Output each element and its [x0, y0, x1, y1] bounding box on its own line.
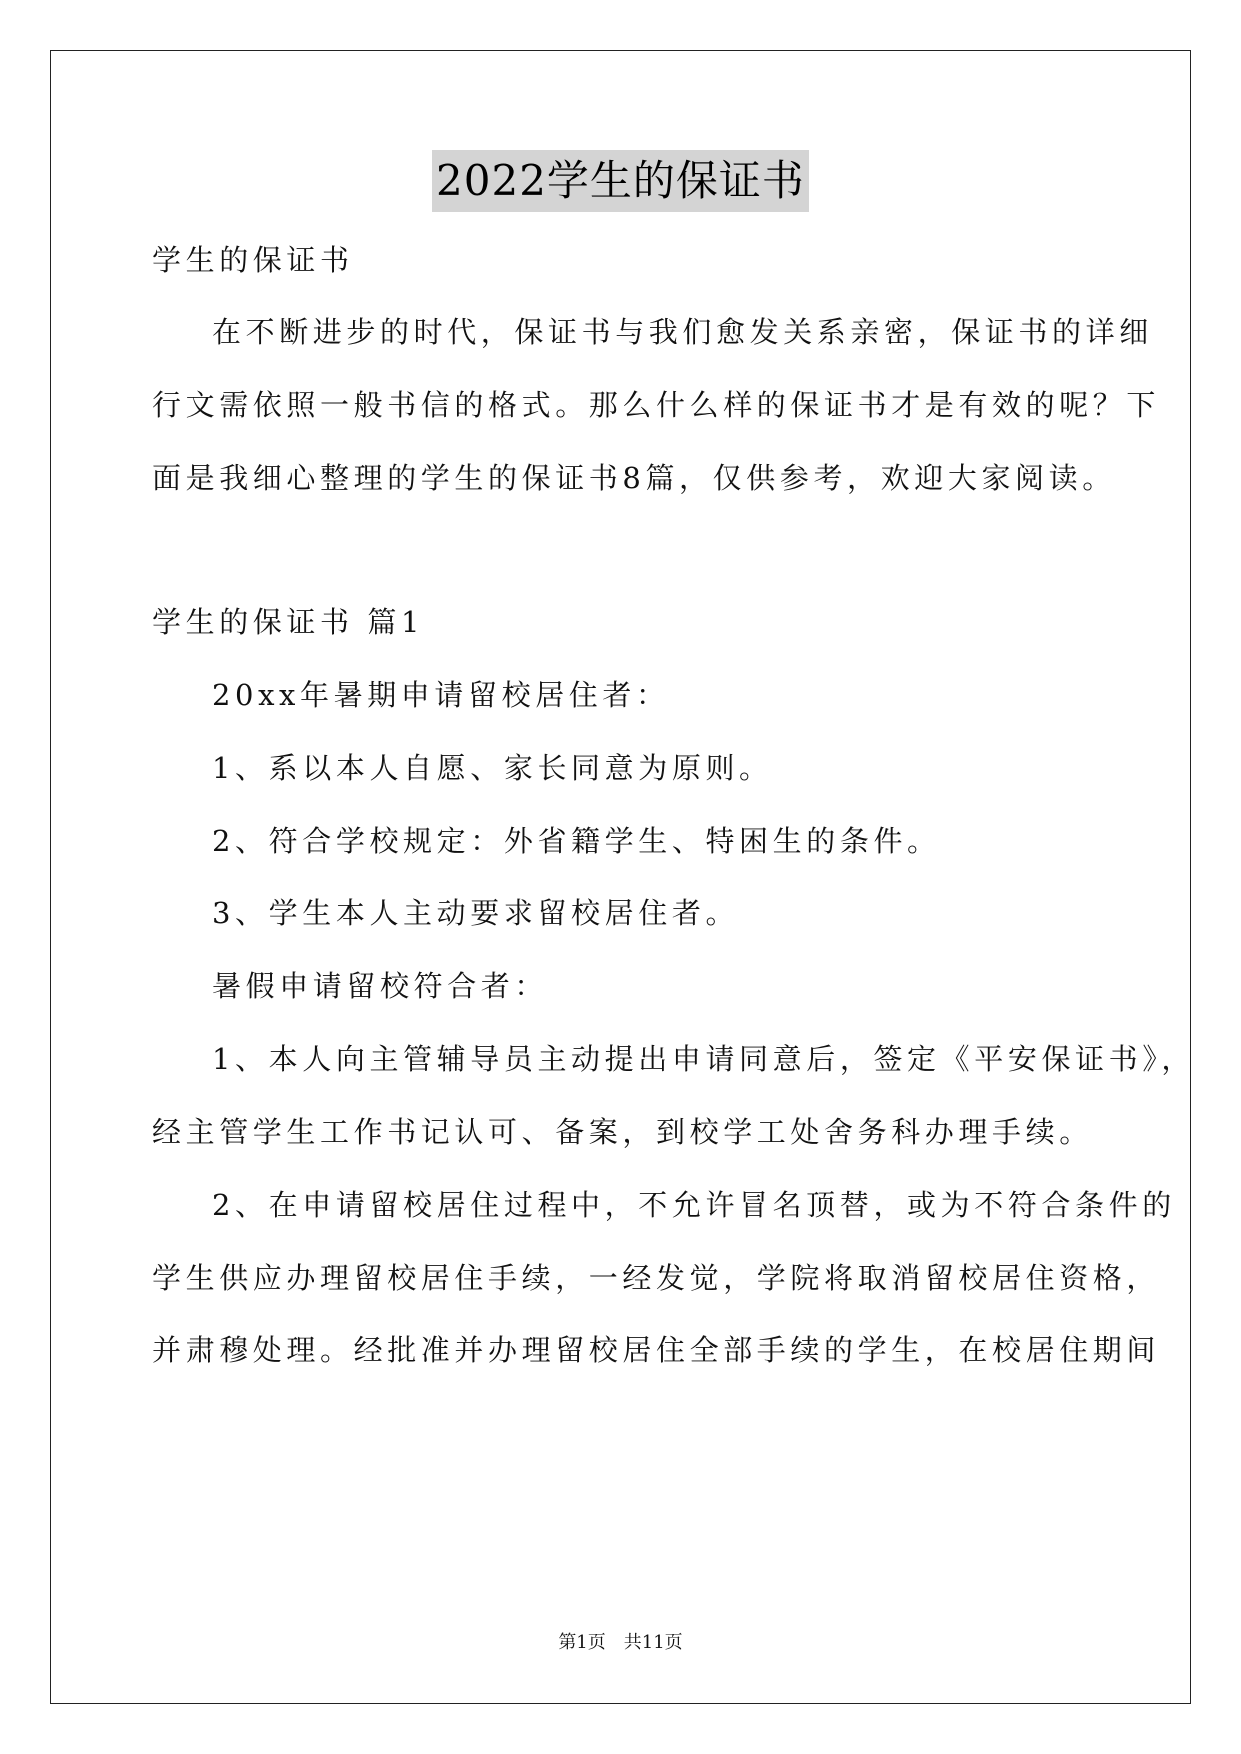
paragraph-line: 1、系以本人自愿、家长同意为原则。: [212, 751, 773, 785]
intro-line-1: 在不断进步的时代，保证书与我们愈发关系亲密，保证书的详细: [212, 315, 1153, 349]
paragraph-line: 20xx年暑期申请留校居住者：: [212, 678, 670, 712]
paragraph-line: 经主管学生工作书记认可、备案，到校学工处舍务科办理手续。: [152, 1115, 1093, 1149]
intro-line-3: 面是我细心整理的学生的保证书8篇，仅供参考，欢迎大家阅读。: [152, 461, 1116, 495]
paragraph-line: 暑假申请留校符合者：: [212, 969, 549, 1003]
paragraph-line: 学生供应办理留校居住手续，一经发觉，学院将取消留校居住资格，: [152, 1261, 1161, 1295]
title-container: [0, 150, 1241, 212]
page-number-current: 第1页: [558, 1632, 606, 1653]
paragraph-line: 2、符合学校规定：外省籍学生、特困生的条件。: [212, 824, 941, 858]
subtitle: 学生的保证书: [152, 243, 354, 277]
paragraph-line: 并肃穆处理。经批准并办理留校居住全部手续的学生，在校居住期间: [152, 1333, 1161, 1367]
paragraph-line: 1、本人向主管辅导员主动提出申请同意后，签定《平安保证书》，: [212, 1042, 1195, 1076]
paragraph-line: 3、学生本人主动要求留校居住者。: [212, 896, 740, 930]
paragraph-line: 2、在申请留校居住过程中，不允许冒名顶替，或为不符合条件的: [212, 1188, 1176, 1222]
page-border: [50, 50, 1191, 1704]
page-footer: [0, 1630, 1241, 1656]
page-number-total: 共11页: [623, 1632, 683, 1653]
document-title: 2022学生的保证书: [432, 150, 809, 212]
section-heading: 学生的保证书 篇1: [152, 605, 425, 639]
intro-line-2: 行文需依照一般书信的格式。那么什么样的保证书才是有效的呢？下: [152, 388, 1161, 422]
